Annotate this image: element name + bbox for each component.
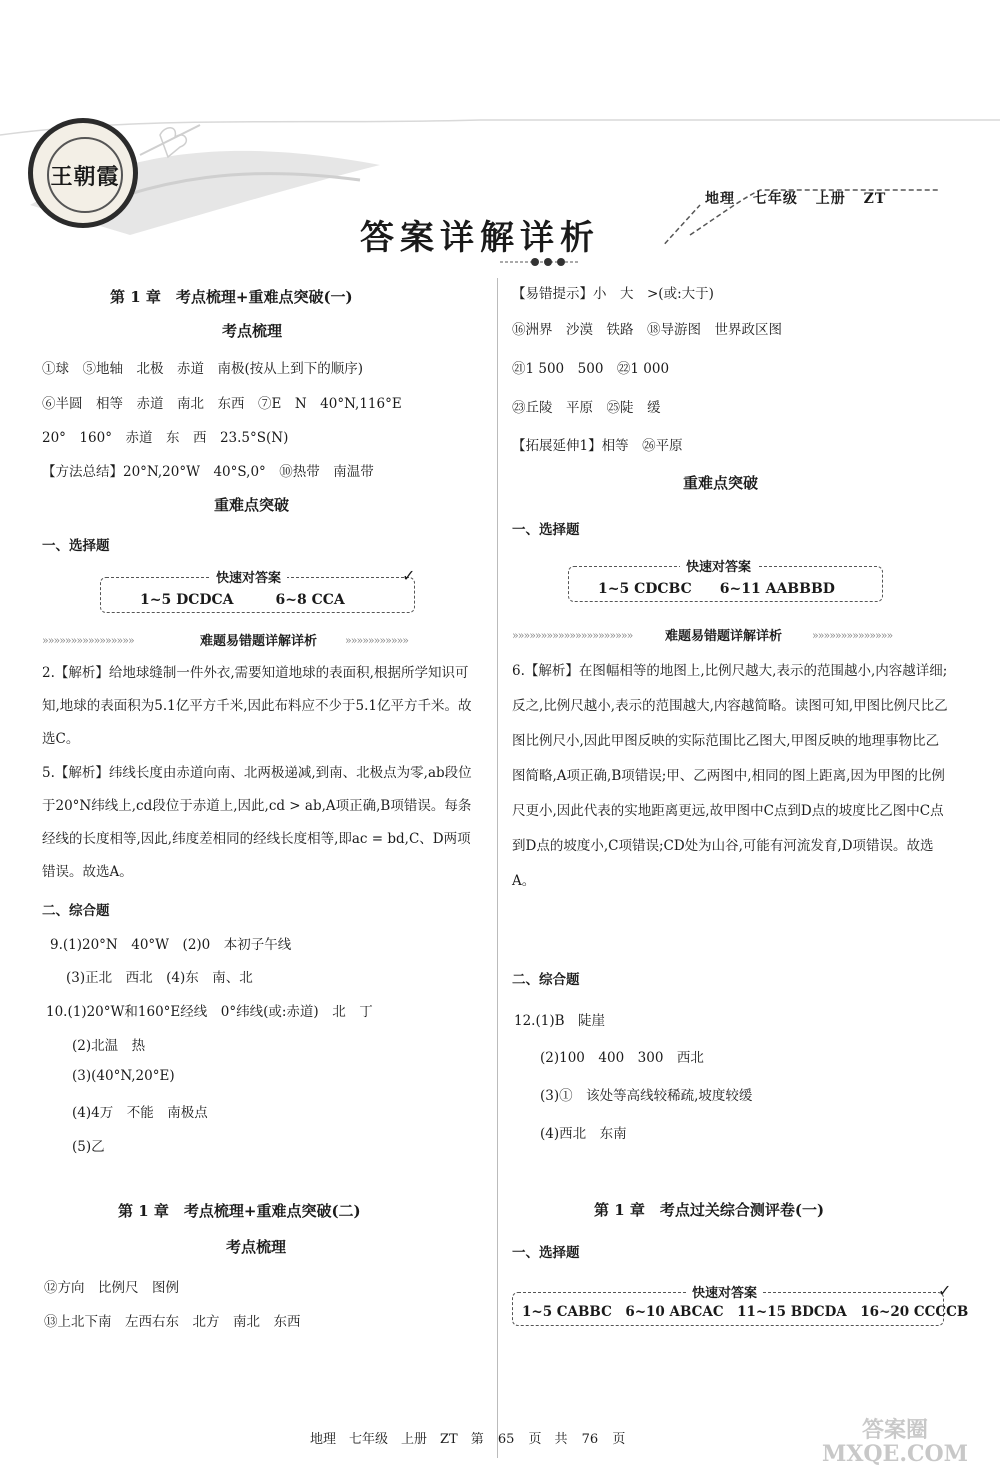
- check-icon: ✓: [402, 566, 416, 585]
- right-line-5: 【拓展延伸1】相等 ㉖平原: [512, 438, 683, 454]
- page-footer: 地理 七年级 上册 ZT 第 65 页 共 76 页: [310, 1432, 626, 1447]
- q10-line-5: (5)乙: [72, 1139, 105, 1155]
- q10-line-1: 10.(1)20°W和160°E经线 0°纬线(或:赤道) 北 丁: [46, 1004, 373, 1020]
- kaodian2-line-2: ⑬上北下南 左西右东 北方 南北 东西: [44, 1314, 301, 1330]
- q10-line-3: (3)(40°N,20°E): [72, 1068, 175, 1084]
- right-quick-answer-text: 1~5 CDCBC 6~11 AABBBD: [598, 581, 835, 597]
- chevron-divider: »»»»»»»»»»»»»»: [812, 629, 893, 642]
- title-ornament: [500, 255, 580, 269]
- kaodian2-line-1: ⑫方向 比例尺 图例: [44, 1280, 179, 1296]
- logo: [28, 118, 138, 228]
- section-title-3: 第 1 章 考点过关综合测评卷(一): [594, 1201, 825, 1219]
- zonghe-heading: 二、综合题: [42, 903, 110, 919]
- analysis-q2: 2.【解析】给地球缝制一件外衣,需要知道地球的表面积,根据所学知识可知,地球的表面积为5.1亿平方千米,因此布料应不少于5.1亿平方千米。故选C。: [42, 665, 472, 747]
- analysis-q5: 5.【解析】纬线长度由赤道向南、北两极递减,到南、北极点为零,ab段位于20°N纬线上,cd段位于赤道上,因此,cd > ab,A项正确,B项错误。每条经线的长度相等,因此,纬度差相同的经线长度相等,即ac = bd,C、D两项错误。故选A。: [42, 765, 472, 880]
- right-quick-answer-title: 快速对答案: [680, 556, 757, 575]
- q10-line-2: (2)北温 热: [72, 1038, 146, 1054]
- right-line-4: ㉓丘陵 平原 ㉕陡 缓: [512, 400, 661, 416]
- kaodian-line-1: ①球 ⑤地轴 北极 赤道 南极(按从上到下的顺序): [42, 361, 364, 377]
- chevron-divider: »»»»»»»»»»»»»»»»»»»»»: [512, 629, 633, 642]
- chevron-divider: »»»»»»»»»»»: [345, 634, 409, 647]
- q10-line-4: (4)4万 不能 南极点: [72, 1105, 208, 1121]
- subheading-zhongnan: 重难点突破: [214, 496, 290, 514]
- subject-tag: 地理 七年级 上册 ZT: [705, 191, 887, 207]
- quick-answer-title-3: 快速对答案: [686, 1282, 763, 1301]
- kaodian-line-4: 【方法总结】20°N,20°W 40°S,0° ⑩热带 南温带: [42, 464, 374, 480]
- quick-answer-text-3: 1~5 CABBC 6~10 ABCAC 11~15 BDCDA 16~20 CCCCB: [522, 1304, 969, 1320]
- quick-answer-text: 1~5 DCDCA 6~8 CCA: [140, 592, 345, 608]
- choice-heading: 一、选择题: [42, 538, 110, 554]
- quick-answer-title: 快速对答案: [210, 567, 287, 586]
- q12-line-3: (3)① 该处等高线较稀疏,坡度较缓: [540, 1088, 753, 1104]
- q12-line-4: (4)西北 东南: [540, 1126, 627, 1142]
- subheading-kaodian-2: 考点梳理: [226, 1238, 287, 1256]
- chevron-divider: »»»»»»»»»»»»»»»»: [42, 634, 134, 647]
- q12-line-1: 12.(1)B 陡崖: [514, 1013, 606, 1029]
- right-subheading-zhongnan: 重难点突破: [683, 474, 759, 492]
- right-choice-heading: 一、选择题: [512, 522, 580, 538]
- check-icon: ✓: [938, 1281, 952, 1300]
- q9-line-2: (3)正北 西北 (4)东 南、北: [66, 970, 253, 986]
- right-line-3: ㉑1 500 500 ㉒1 000: [512, 361, 670, 377]
- right-analysis-title: 难题易错题详解详析: [665, 629, 783, 644]
- kaodian-line-3: 20° 160° 赤道 东 西 23.5°S(N): [42, 430, 289, 446]
- watermark: 答案圈 MXQE.COM: [821, 1417, 969, 1467]
- section-title-2: 第 1 章 考点梳理+重难点突破(二): [118, 1202, 361, 1220]
- q12-line-2: (2)100 400 300 西北: [540, 1050, 704, 1066]
- column-divider: [497, 278, 498, 1458]
- right-choice-heading-2: 一、选择题: [512, 1245, 580, 1261]
- right-zonghe-heading: 二、综合题: [512, 972, 580, 988]
- analysis-title: 难题易错题详解详析: [200, 634, 318, 649]
- q9-line-1: 9.(1)20°N 40°W (2)0 本初子午线: [50, 937, 292, 953]
- right-line-2: ⑯洲界 沙漠 铁路 ⑱导游图 世界政区图: [512, 322, 782, 338]
- logo-text: 王朝霞: [47, 137, 123, 213]
- page-title: 答案详解详析: [360, 218, 600, 258]
- section-title-1: 第 1 章 考点梳理+重难点突破(一): [110, 288, 353, 306]
- analysis-q6: 6.【解析】在图幅相等的地图上,比例尺越大,表示的范围越小,内容越详细;反之,比例尺越小,表示的范围越大,内容越简略。读图可知,甲图比例尺比乙图比例尺小,因此甲图反映的实际范围比乙图大,甲图反映的地理事物比乙图简略,A项正确,B项错误;甲、乙两图中,相同的图上距离,因为甲图的比例尺更小,因此代表的实地距离更远,故甲图中C点到D点的坡度比乙图中C点到D点的坡度小,C项错误;CD处为山谷,可能有河流发育,D项错误。故选A。: [512, 663, 948, 889]
- subheading-kaodian: 考点梳理: [222, 322, 283, 340]
- kaodian-line-2: ⑥半圆 相等 赤道 南北 东西 ⑦E N 40°N,116°E: [42, 396, 402, 412]
- right-line-1: 【易错提示】小 大 >(或:大于): [512, 286, 714, 302]
